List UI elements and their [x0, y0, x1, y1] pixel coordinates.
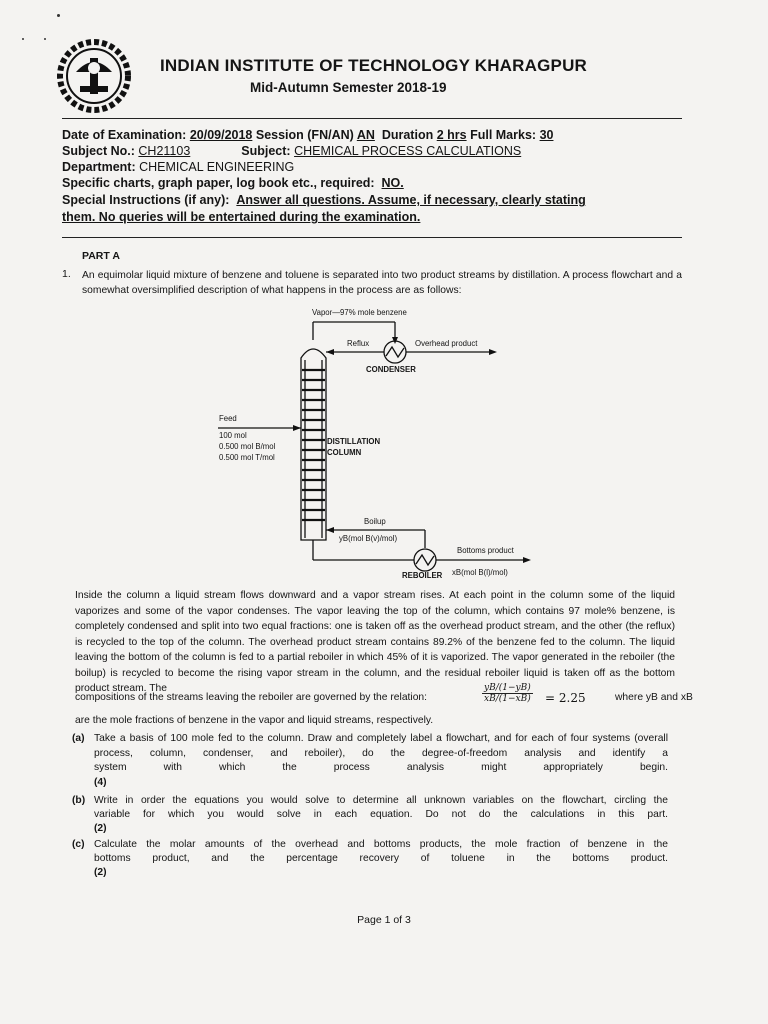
institute-title: INDIAN INSTITUTE OF TECHNOLOGY KHARAGPUR: [160, 56, 588, 75]
page-number: Page 1 of 3: [357, 914, 411, 926]
relation-denominator: xB/(1−xB): [484, 694, 531, 704]
subquestion-c: [72, 838, 672, 884]
question-number: 1.: [62, 268, 71, 280]
vapor-label: Vapor—97% mole benzene: [312, 308, 407, 317]
arrow-feed: [293, 425, 301, 431]
relation-numerator: yB/(1−yB): [484, 683, 531, 693]
feed-benzene: 0.500 mol B/mol: [219, 442, 276, 451]
bottoms-label: Bottoms product: [457, 546, 514, 555]
arrow-reflux: [326, 349, 334, 355]
feed-label: Feed: [219, 414, 237, 423]
subquestion-text: Calculate the molar amounts of the overhead and bottoms products, the mole fraction of benzene in the: [94, 839, 668, 850]
subquestion-a: [72, 732, 672, 792]
marks-value: 30: [539, 128, 554, 142]
column-label-2: COLUMN: [327, 448, 362, 457]
duration-value: 2 hrs: [436, 128, 467, 142]
charts-value: NO.: [381, 176, 404, 190]
marks-label: Full Marks:: [470, 128, 537, 142]
relation-lead: compositions of the streams leaving the reboiler are governed by the relation:: [75, 692, 428, 703]
session-label: Session (FN/AN): [255, 128, 354, 142]
subquestion-marks: (2): [94, 867, 107, 878]
department-label: Department:: [62, 160, 136, 174]
relation-value: = 2.25: [545, 691, 586, 705]
question-intro: An equimolar liquid mixture of benzene and toluene is separated into two product streams by distillation. A process flowchart and a somewhat oversimplified description of what happens in the process are as follows:: [82, 270, 682, 296]
charts-label: Specific charts, graph paper, log book etc., required:: [62, 176, 375, 190]
feed-amount: 100 mol: [219, 431, 247, 440]
subquestion-marks: (2): [94, 823, 107, 834]
arrow-vapor: [392, 337, 398, 344]
subquestion-text-last: variable for which you would solve in each equation. Do not do the calculations in this part.: [94, 809, 668, 820]
session-value: AN: [356, 128, 375, 142]
date-label: Date of Examination:: [62, 128, 187, 142]
semester-title: Mid-Autumn Semester 2018-19: [250, 80, 447, 95]
arrow-overhead: [489, 349, 497, 355]
subquestion-label: (a): [72, 733, 85, 744]
subject-label: Subject:: [241, 144, 291, 158]
reboiler-label: REBOILER: [402, 571, 443, 580]
relation-fraction: [482, 683, 533, 704]
instructions-value-1: Answer all questions. Assume, if necessary, clearly stating: [236, 193, 586, 207]
date-value: 20/09/2018: [189, 128, 253, 142]
bottoms-composition: xB(mol B(l)/mol): [452, 568, 508, 577]
boilup-label: Boilup: [364, 517, 386, 526]
subject-no-value: CH21103: [138, 144, 191, 158]
process-description: Inside the column a liquid stream flows downward and a vapor stream rises. At each point in the column some of the liquid vaporizes and some of the vapor condenses. The vapor leaving the top of the column, which contains 97 mole% benzene, is completely condensed and split into two equal fractions: one is taken off as the overhead product stream, and the other (the reflux) is recycled to the top of the column. The overhead product stream contains 89.2% of the benzene fed to the column. The liquid leaving the bottom of the column is fed to a partial reboiler in which 45% of it is vaporized. The vapor generated in the reboiler (the boilup) is recycled to become the rising vapor stream in the column, and the residual reboiler liquid is taken off as the bottom product stream. The: [75, 590, 675, 694]
subquestion-text: Write in order the equations you would solve to determine all unknown variables on the flowchart, circling the: [94, 795, 668, 806]
subquestion-text: Take a basis of 100 mole fed to the column. Draw and completely label a flowchart, and for each of four systems (overall process, column, condenser, and reboiler), do the degree-of-freedom analysis and identify a: [94, 733, 668, 759]
relation-line: [75, 681, 693, 711]
duration-label: Duration: [381, 128, 434, 142]
subquestion-marks: (4): [94, 777, 107, 788]
feed-toluene: 0.500 mol T/mol: [219, 453, 275, 462]
mole-fraction-note: are the mole fractions of benzene in the vapor and liquid streams, respectively.: [75, 715, 434, 726]
department-value: CHEMICAL ENGINEERING: [139, 160, 295, 174]
subject-no-label: Subject No.:: [62, 144, 135, 158]
arrow-boilup: [326, 527, 334, 533]
condenser-label: CONDENSER: [366, 365, 416, 374]
relation-tail: where yB and xB: [615, 692, 693, 703]
subquestion-text-last: system with which the process analysis might appropriately begin.: [94, 762, 668, 773]
subquestion-label: (b): [72, 795, 86, 806]
reflux-label: Reflux: [347, 339, 370, 348]
arrow-bottoms: [523, 557, 531, 563]
subquestion-text-last: bottoms product, and the percentage recovery of toluene in the bottoms product.: [94, 853, 668, 864]
subquestion-b: [72, 794, 672, 840]
instructions-line-2: them. No queries will be entertained during the examination.: [62, 210, 421, 224]
column-label-1: DISTILLATION: [327, 437, 381, 446]
boilup-composition: yB(mol B(v)/mol): [339, 534, 398, 543]
subject-value: CHEMICAL PROCESS CALCULATIONS: [294, 144, 522, 158]
subquestion-label: (c): [72, 839, 85, 850]
part-a-heading: PART A: [82, 250, 120, 262]
instructions-label: Special Instructions (if any):: [62, 193, 230, 207]
overhead-label: Overhead product: [415, 339, 478, 348]
